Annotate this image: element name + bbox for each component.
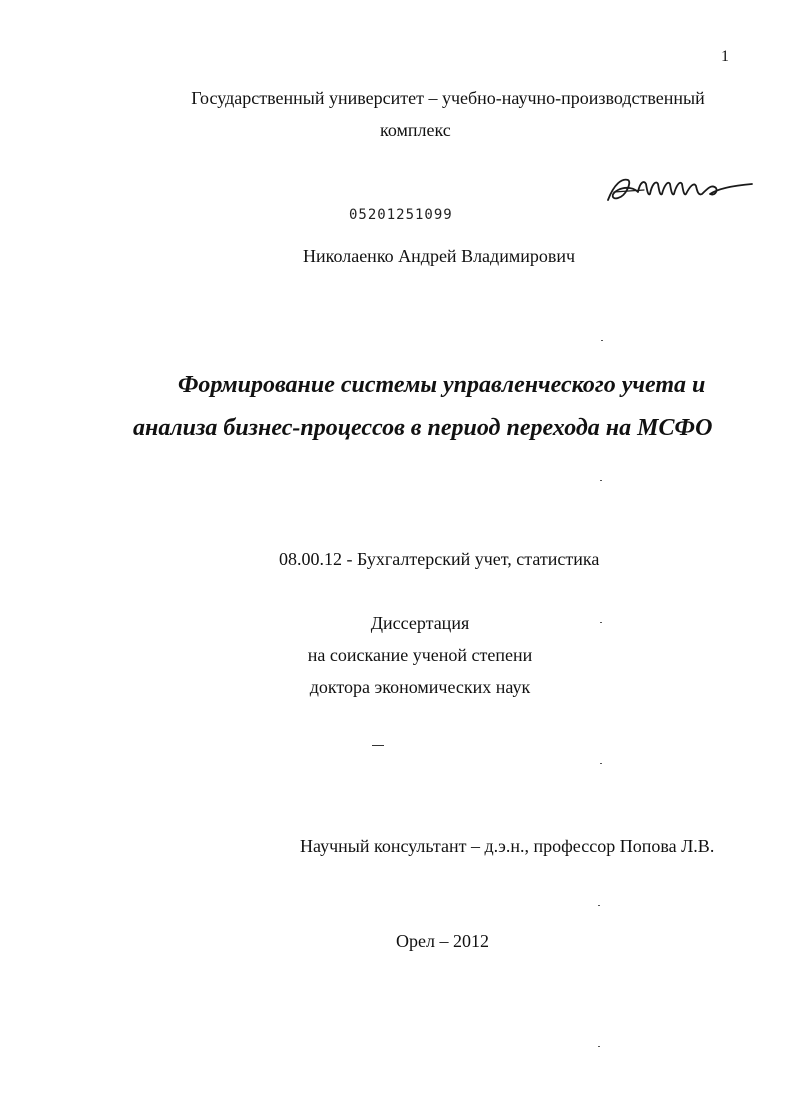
degree-line3: доктора экономических наук xyxy=(309,677,531,697)
institution-name-line2: комплекс xyxy=(380,120,451,140)
page-number: 1 xyxy=(721,48,729,65)
scan-speck xyxy=(600,622,602,623)
scientific-consultant: Научный консультант – д.э.н., профессор Попова Л.В. xyxy=(300,836,715,856)
scan-speck xyxy=(600,763,602,764)
scan-dash-mark xyxy=(372,745,384,746)
document-code: 05201251099 xyxy=(349,207,453,223)
institution-name-line1: Государственный университет – учебно-научно-производственный xyxy=(191,88,705,108)
degree-line2: на соискание ученой степени xyxy=(307,645,533,665)
dissertation-title-line1: Формирование системы управленческого учета и xyxy=(178,372,706,398)
scan-speck xyxy=(598,1046,600,1047)
specialty-code: 08.00.12 - Бухгалтерский учет, статистика xyxy=(279,549,600,569)
scan-speck xyxy=(600,480,602,481)
scan-speck xyxy=(598,905,600,906)
city-year: Орел – 2012 xyxy=(396,931,489,951)
author-name: Николаенко Андрей Владимирович xyxy=(303,246,576,266)
handwritten-signature-icon xyxy=(604,170,756,210)
scan-speck xyxy=(601,340,603,341)
dissertation-title-line2: анализа бизнес-процессов в период перехода на МСФО xyxy=(133,415,713,441)
degree-line1: Диссертация xyxy=(370,613,470,633)
